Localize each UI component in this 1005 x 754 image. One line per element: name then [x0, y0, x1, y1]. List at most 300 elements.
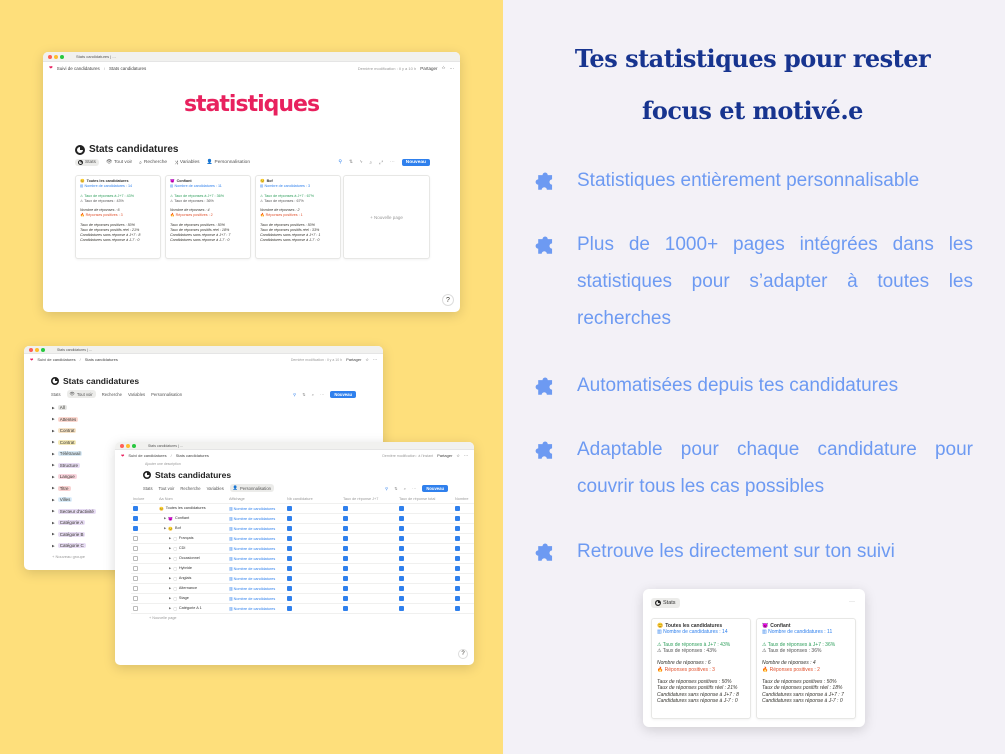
card-title[interactable]: 😊 Toutes les candidatures [80, 179, 129, 183]
triangle-right-icon[interactable]: ▶ [52, 405, 55, 410]
last-modified: Dernière modification : à l'instant [382, 453, 434, 458]
stats-card[interactable] [165, 175, 251, 259]
table-row[interactable]: ▶ ▢ Occasionnel ▥ Nombre de candidatures [131, 554, 474, 564]
db-title: Stats candidatures [51, 376, 139, 386]
triangle-right-icon[interactable]: ▶ [52, 532, 55, 537]
column-checkbox[interactable] [455, 526, 460, 531]
page-icon: ▢ [173, 567, 177, 571]
table-row[interactable]: ▶ 😏 Bof ▥ Nombre de candidatures [131, 524, 474, 534]
nb-reponses: Nombre de réponses : 6 [80, 208, 120, 212]
close-dot[interactable] [120, 444, 124, 448]
tab-personnalisation[interactable]: 👤 Personnalisation [206, 160, 251, 165]
taux-j7: ⚠ Taux de réponses à J+7 : 67% [260, 193, 314, 198]
triangle-right-icon[interactable]: ▶ [169, 536, 172, 540]
triangle-right-icon[interactable]: ▶ [169, 546, 172, 550]
star-icon[interactable]: ☆ [456, 453, 460, 458]
page-topbar: ❤ Suivi de candidatures / Stats candidatures Dernière modification : Il y a 10 h Partager ☆ ··· [30, 357, 377, 362]
taux-j7: ⚠ Taux de réponses à J+7 : 43% [80, 193, 134, 198]
page-icon: ▢ [173, 577, 177, 581]
column-header[interactable]: Inclure [133, 496, 145, 501]
taux-positives: Taux de réponses positives : 50% [260, 222, 316, 227]
search-icon: ⌕ [139, 160, 142, 166]
group-item[interactable]: ▶ Catégorie B [52, 531, 84, 537]
taux-positifs-reel: Taux de réponses positifs réel : 18% [170, 227, 230, 232]
person-icon: 👤 [206, 160, 213, 165]
column-checkbox[interactable] [455, 576, 460, 581]
lightning-icon[interactable]: ϟ [359, 160, 363, 165]
column-checkbox[interactable] [399, 596, 404, 601]
table-row[interactable]: ▶ 😈 Confiant ▥ Nombre de candidatures [131, 514, 474, 524]
tab-recherche[interactable]: Recherche [101, 391, 122, 397]
include-checkbox[interactable] [133, 526, 138, 531]
tab-personnalisation[interactable]: 👤 Personnalisation [230, 484, 274, 492]
column-checkbox[interactable] [455, 596, 460, 601]
column-checkbox[interactable] [455, 556, 460, 561]
taux-reponses: ⚠ Taux de réponses : 43% [80, 198, 124, 203]
column-checkbox[interactable] [455, 586, 460, 591]
puzzle-icon [533, 438, 559, 464]
display-value: ▥ Nombre de candidatures [229, 567, 276, 571]
maximize-dot[interactable] [132, 444, 136, 448]
reponses-positives: 🔥 Réponses positives : 3 [80, 213, 123, 217]
column-checkbox[interactable] [455, 536, 460, 541]
triangle-right-icon[interactable]: ▶ [52, 463, 55, 468]
column-checkbox[interactable] [287, 506, 292, 511]
table-header [131, 494, 474, 504]
display-value: ▥ Nombre de candidatures [229, 517, 276, 521]
column-checkbox[interactable] [287, 566, 292, 571]
table-row[interactable]: ▶ ▢ Stage ▥ Nombre de candidatures [131, 594, 474, 604]
eye-icon: 👁 [105, 160, 113, 165]
stats-window-table [115, 442, 474, 665]
column-checkbox[interactable] [343, 586, 348, 591]
display-value: ▥ Nombre de candidatures [229, 587, 276, 591]
column-checkbox[interactable] [287, 586, 292, 591]
browser-tab[interactable]: Stats candidatures | ... [148, 443, 183, 448]
expand-icon[interactable]: ⤢ [379, 160, 383, 166]
card-title[interactable]: 😈 Confiant [762, 623, 791, 629]
tab-recherche[interactable]: Recherche [180, 485, 201, 491]
maximize-dot[interactable] [41, 348, 45, 352]
breadcrumb-2[interactable]: Stats candidatures [84, 357, 118, 362]
column-checkbox[interactable] [343, 556, 348, 561]
column-checkbox[interactable] [343, 596, 348, 601]
reponses-positives: 🔥 Réponses positives : 1 [260, 213, 303, 217]
triangle-right-icon[interactable]: ▶ [169, 566, 172, 570]
include-checkbox[interactable] [133, 596, 138, 601]
display-value: ▥ Nombre de candidatures [229, 577, 276, 581]
tab-tout-voir[interactable]: 👁 Tout voir [67, 390, 96, 398]
more-icon[interactable]: ··· [449, 65, 454, 71]
triangle-right-icon[interactable]: ▶ [52, 509, 55, 514]
nb-reponses: Nombre de réponses : 4 [170, 208, 210, 212]
breadcrumb-1[interactable]: Suivi de candidatures [56, 65, 100, 71]
view-tabs [75, 159, 430, 166]
nb-candidatures: ▥ Nombre de candidatures : 14 [80, 184, 133, 188]
helper-icon[interactable]: ? [458, 649, 468, 659]
column-checkbox[interactable] [455, 516, 460, 521]
group-list [52, 402, 96, 559]
feature-text: Automatisées depuis tes candidatures [577, 375, 899, 396]
group-item[interactable]: ▶ Catégorie C [52, 543, 84, 549]
tab-stats[interactable]: Stats [651, 598, 680, 608]
taux-j7: ⚠ Taux de réponses à J+7 : 36% [762, 641, 836, 648]
triangle-right-icon[interactable]: ▶ [52, 451, 55, 456]
column-checkbox[interactable] [455, 546, 460, 551]
feature-text: Adaptable pour chaque candidature pour couvrir tous les cas possibles [577, 439, 973, 497]
sans-reponse-j7: Candidatures sans réponse à J+7 : 8 [80, 232, 141, 237]
tab-variables[interactable]: ⤨ Variables [174, 160, 200, 166]
heart-icon: ❤ [49, 65, 53, 70]
star-icon[interactable]: ☆ [365, 357, 369, 362]
table-row[interactable]: ▶ ▢ Catégorie A 1 ▥ Nombre de candidatures [131, 604, 474, 614]
triangle-right-icon[interactable]: ▶ [52, 474, 55, 479]
nb-candidatures: ▥ Nombre de candidatures : 3 [260, 184, 311, 188]
taux-j7: ⚠ Taux de réponses à J+7 : 43% [657, 641, 731, 648]
group-item[interactable]: ▶ Langue [52, 474, 75, 480]
triangle-right-icon[interactable]: ▶ [169, 606, 172, 610]
column-header[interactable]: Taux de réponse total [399, 496, 436, 501]
card-title[interactable]: 😊 Toutes les candidatures [657, 623, 723, 629]
taux-positifs-reel: Taux de réponses positifs réel : 18% [762, 685, 843, 692]
emoji-icon: 😈 [762, 623, 769, 629]
tab-stats[interactable]: Stats [75, 159, 99, 166]
shuffle-icon: ⤨ [174, 160, 178, 166]
nb-candidatures: ▥ Nombre de candidatures : 11 [762, 629, 833, 636]
sans-reponse-jm7: Candidatures sans réponse à J-7 : 0 [657, 697, 738, 704]
taux-positives: Taux de réponses positives : 50% [762, 678, 837, 685]
table-row[interactable]: ▶ ▢ Alternance ▥ Nombre de candidatures [131, 584, 474, 594]
column-checkbox[interactable] [287, 556, 292, 561]
column-checkbox[interactable] [287, 526, 292, 531]
column-checkbox[interactable] [455, 566, 460, 571]
add-description[interactable]: Ajouter une description [145, 462, 181, 466]
star-icon[interactable]: ☆ [441, 65, 446, 70]
browser-chrome [43, 52, 460, 62]
tab-stats[interactable]: Stats [143, 485, 153, 491]
column-checkbox[interactable] [287, 606, 292, 611]
include-checkbox[interactable] [133, 586, 138, 591]
share-button[interactable]: Partager [420, 65, 438, 71]
taux-j7: ⚠ Taux de réponses à J+7 : 36% [170, 193, 224, 198]
column-checkbox[interactable] [343, 506, 348, 511]
display-value: ▥ Nombre de candidatures [229, 597, 276, 601]
group-item[interactable]: ▶ All [52, 405, 65, 411]
include-checkbox[interactable] [133, 566, 138, 571]
feature-5 [533, 533, 973, 570]
taux-reponses: ⚠ Taux de réponses : 67% [260, 198, 304, 203]
page-icon: ▢ [173, 607, 177, 611]
column-checkbox[interactable] [455, 606, 460, 611]
group-item[interactable]: ▶ Structure [52, 462, 78, 468]
triangle-right-icon[interactable]: ▶ [169, 586, 172, 590]
puzzle-icon [533, 374, 559, 400]
include-checkbox[interactable] [133, 506, 138, 511]
banner-title: statistiques [183, 92, 320, 117]
tab-variables[interactable]: Variables [127, 391, 146, 397]
table-row[interactable]: ▶ ▢ Français ▥ Nombre de candidatures [131, 534, 474, 544]
column-header[interactable]: Taux de réponse J+7 [343, 496, 379, 501]
emoji-icon: 😈 [168, 517, 174, 521]
stats-card[interactable] [756, 618, 856, 719]
browser-chrome [115, 442, 474, 450]
stats-icon [51, 377, 59, 385]
maximize-dot[interactable] [60, 55, 64, 59]
new-button[interactable]: Nouveau [422, 485, 448, 492]
display-value: ▥ Nombre de candidatures [229, 607, 276, 611]
include-checkbox[interactable] [133, 556, 138, 561]
triangle-right-icon[interactable]: ▶ [164, 526, 167, 530]
column-checkbox[interactable] [399, 506, 404, 511]
tab-recherche[interactable]: ⌕ Recherche [139, 160, 168, 166]
stats-window-main [43, 52, 460, 312]
group-item[interactable]: ▶ Contrat [52, 439, 75, 445]
taux-positifs-reel: Taux de réponses positifs réel : 21% [657, 685, 738, 692]
sans-reponse-jm7: Candidatures sans réponse à J-7 : 0 [170, 237, 230, 242]
sans-reponse-j7: Candidatures sans réponse à J+7 : 7 [170, 232, 231, 237]
taux-reponses: ⚠ Taux de réponses : 36% [170, 198, 214, 203]
puzzle-icon [533, 233, 559, 259]
display-value: ▥ Nombre de candidatures [229, 547, 276, 551]
heading-line-1: Tes statistiques pour rester [574, 44, 931, 73]
taux-reponses: ⚠ Taux de réponses : 36% [762, 647, 822, 654]
db-title: Stats candidatures [75, 144, 178, 155]
include-checkbox[interactable] [133, 546, 138, 551]
column-checkbox[interactable] [343, 546, 348, 551]
stats-icon [75, 145, 85, 155]
column-header[interactable]: Aa Nom [159, 496, 173, 501]
column-header[interactable]: Affichage [229, 496, 245, 501]
triangle-right-icon[interactable]: ▶ [169, 556, 172, 560]
more-icon[interactable]: ··· [464, 453, 468, 458]
column-checkbox[interactable] [343, 576, 348, 581]
column-checkbox[interactable] [399, 576, 404, 581]
column-checkbox[interactable] [287, 596, 292, 601]
column-checkbox[interactable] [399, 546, 404, 551]
sort-icon[interactable]: ⇅ [302, 391, 306, 397]
display-value: ▥ Nombre de candidatures [229, 527, 276, 531]
sans-reponse-jm7: Candidatures sans réponse à J-7 : 0 [80, 237, 140, 242]
nb-reponses: Nombre de réponses : 2 [260, 208, 300, 212]
more-icon[interactable]: ··· [849, 599, 855, 605]
triangle-right-icon[interactable]: ▶ [52, 440, 55, 445]
triangle-right-icon[interactable]: ▶ [52, 543, 55, 548]
column-checkbox[interactable] [399, 516, 404, 521]
group-item[interactable]: ▶ Attentes [52, 416, 77, 422]
triangle-right-icon[interactable]: ▶ [169, 576, 172, 580]
page-icon: ▢ [173, 537, 177, 541]
eye-icon: 👁 [69, 391, 75, 396]
new-page-card[interactable]: + Nouvelle page [343, 175, 430, 259]
filter-icon[interactable]: ⚲ [293, 391, 297, 397]
emoji-icon: 😏 [168, 527, 174, 531]
sans-reponse-j7: Candidatures sans réponse à J+7 : 1 [260, 232, 321, 237]
page-icon: ▢ [173, 597, 177, 601]
taux-positifs-reel: Taux de réponses positifs réel : 21% [80, 227, 140, 232]
reponses-positives: 🔥 Réponses positives : 2 [170, 213, 213, 217]
triangle-right-icon[interactable]: ▶ [52, 417, 55, 422]
sans-reponse-jm7: Candidatures sans réponse à J-7 : 0 [260, 237, 320, 242]
more-icon[interactable]: ··· [389, 160, 395, 165]
minimize-dot[interactable] [35, 348, 39, 352]
tab-personnalisation[interactable]: Personnalisation [151, 391, 183, 397]
taux-positives: Taux de réponses positives : 50% [170, 222, 226, 227]
column-checkbox[interactable] [343, 606, 348, 611]
browser-tab[interactable]: Stats candidatures | ... [76, 54, 116, 59]
stats-card[interactable] [651, 618, 751, 719]
search-icon[interactable]: ⌕ [369, 160, 373, 166]
tab-stats[interactable]: Stats [51, 391, 61, 397]
taux-positives: Taux de réponses positives : 50% [657, 678, 732, 685]
column-checkbox[interactable] [399, 526, 404, 531]
column-checkbox[interactable] [399, 566, 404, 571]
feature-2 [533, 226, 973, 337]
table-row[interactable]: ▶ ▢ Anglais ▥ Nombre de candidatures [131, 574, 474, 584]
table-row[interactable]: ▶ ▢ Hybride ▥ Nombre de candidatures [131, 564, 474, 574]
stats-icon [655, 600, 661, 606]
heart-icon: ❤ [121, 453, 125, 458]
card-title[interactable]: 😏 Bof [260, 179, 273, 183]
last-modified: Dernière modification : Il y a 10 h [290, 357, 343, 362]
triangle-right-icon[interactable]: ▶ [52, 520, 55, 525]
column-checkbox[interactable] [399, 536, 404, 541]
column-checkbox[interactable] [287, 516, 292, 521]
column-header[interactable]: Nb candidature [287, 496, 313, 501]
emoji-icon: 😊 [159, 507, 164, 511]
include-checkbox[interactable] [133, 606, 138, 611]
column-checkbox[interactable] [343, 516, 348, 521]
sort-icon[interactable]: ⇅ [394, 485, 398, 491]
column-checkbox[interactable] [343, 566, 348, 571]
helper-icon[interactable]: ? [442, 294, 454, 306]
column-checkbox[interactable] [287, 576, 292, 581]
db-title: Stats candidatures [143, 470, 231, 480]
browser-tab[interactable]: Stats candidatures | ... [57, 347, 92, 352]
more-icon[interactable]: ··· [320, 391, 325, 397]
column-checkbox[interactable] [399, 556, 404, 561]
table-row[interactable]: ▶ ▢ CDI ▥ Nombre de candidatures [131, 544, 474, 554]
search-icon[interactable]: ⌕ [311, 391, 315, 397]
new-button[interactable]: Nouveau [402, 159, 430, 166]
close-dot[interactable] [48, 55, 52, 59]
tab-tout-voir[interactable]: Tout voir [158, 485, 175, 491]
tab-tout-voir[interactable]: 👁 Tout voir [105, 160, 133, 165]
sans-reponse-j7: Candidatures sans réponse à J+7 : 7 [762, 691, 844, 698]
reponses-positives: 🔥 Réponses positives : 2 [762, 666, 820, 673]
last-modified: Dernière modification : Il y a 10 h [357, 65, 417, 71]
more-icon[interactable]: ··· [412, 485, 417, 491]
sort-icon[interactable]: ⇅ [348, 160, 353, 165]
column-checkbox[interactable] [343, 536, 348, 541]
page-icon: ▢ [173, 547, 177, 551]
group-item[interactable]: ▶ Titre [52, 485, 69, 491]
column-checkbox[interactable] [399, 586, 404, 591]
filter-icon[interactable]: ⚲ [338, 160, 342, 165]
include-checkbox[interactable] [133, 516, 138, 521]
stats-icon [78, 160, 83, 165]
view-tabs [143, 484, 448, 492]
display-value: ▥ Nombre de candidatures [229, 537, 276, 541]
display-value: ▥ Nombre de candidatures [229, 557, 276, 561]
feature-1 [533, 162, 973, 199]
breadcrumb-2[interactable]: Stats candidatures [175, 453, 209, 458]
include-checkbox[interactable] [133, 576, 138, 581]
tab-variables[interactable]: Variables [206, 485, 224, 491]
reponses-positives: 🔥 Réponses positives : 3 [657, 666, 715, 673]
column-checkbox[interactable] [455, 506, 460, 511]
nb-reponses: Nombre de réponses : 4 [762, 660, 816, 667]
view-tabs [51, 390, 356, 398]
column-header[interactable]: Nombre [455, 496, 469, 501]
more-icon[interactable]: ··· [373, 357, 377, 362]
triangle-right-icon[interactable]: ▶ [52, 486, 55, 491]
triangle-right-icon[interactable]: ▶ [52, 428, 55, 433]
group-item[interactable]: ▶ Contrat [52, 428, 75, 434]
taux-positifs-reel: Taux de réponses positifs réel : 33% [260, 227, 320, 232]
feature-3 [533, 367, 973, 404]
close-dot[interactable] [29, 348, 33, 352]
triangle-right-icon[interactable]: ▶ [164, 516, 167, 520]
sans-reponse-j7: Candidatures sans réponse à J+7 : 8 [657, 691, 739, 698]
feature-text: Plus de 1000+ pages intégrées dans les statistiques pour s’adapter à toutes les recherches [577, 234, 973, 329]
group-item[interactable]: ▶ Villes [52, 497, 71, 503]
feature-text: Statistiques entièrement personnalisable [577, 170, 920, 191]
column-checkbox[interactable] [399, 606, 404, 611]
person-icon: 👤 [232, 485, 239, 490]
emoji-icon: 😊 [657, 623, 664, 629]
nb-reponses: Nombre de réponses : 6 [657, 660, 711, 667]
data-table [131, 494, 474, 620]
minimize-dot[interactable] [54, 55, 58, 59]
page-topbar: ❤ Suivi de candidatures / Stats candidatures Dernière modification : Il y a 10 h Partager ☆ ··· [49, 65, 454, 71]
search-icon[interactable]: ⌕ [403, 485, 407, 491]
breadcrumb-1[interactable]: Suivi de candidatures [128, 453, 167, 458]
group-item[interactable]: ▶ Télétravail [52, 451, 81, 457]
table-row[interactable]: 😊 Toutes les candidatures ▥ Nombre de candidatures [131, 504, 474, 514]
new-page-button[interactable]: + Nouvelle page [149, 616, 177, 620]
emoji-icon: 😊 [80, 179, 85, 183]
stats-card[interactable] [75, 175, 161, 259]
page-icon: ▢ [173, 587, 177, 591]
include-checkbox[interactable] [133, 536, 138, 541]
group-item[interactable]: ▶ Secteur d'activité [52, 508, 94, 514]
card-title[interactable]: 😈 Confiant [170, 179, 192, 183]
triangle-right-icon[interactable]: ▶ [52, 497, 55, 502]
stats-card[interactable] [255, 175, 341, 259]
breadcrumb-1[interactable]: Suivi de candidatures [37, 357, 76, 362]
share-button[interactable]: Partager [437, 453, 453, 458]
puzzle-icon [533, 169, 559, 195]
nb-candidatures: ▥ Nombre de candidatures : 11 [170, 184, 222, 188]
group-item[interactable]: ▶ Catégorie A [52, 520, 84, 526]
stats-cards-preview [643, 589, 865, 727]
new-group-button[interactable]: + Nouveau groupe [52, 553, 86, 559]
triangle-right-icon[interactable]: ▶ [169, 596, 172, 600]
share-button[interactable]: Partager [346, 357, 362, 362]
breadcrumb-2[interactable]: Stats candidatures [108, 65, 147, 71]
heart-icon: ❤ [30, 357, 34, 362]
column-checkbox[interactable] [287, 536, 292, 541]
new-button[interactable]: Nouveau [330, 391, 356, 398]
sans-reponse-jm7: Candidatures sans réponse à J-7 : 0 [762, 697, 843, 704]
column-checkbox[interactable] [287, 546, 292, 551]
taux-reponses: ⚠ Taux de réponses : 43% [657, 647, 717, 654]
taux-positives: Taux de réponses positives : 50% [80, 222, 136, 227]
column-checkbox[interactable] [343, 526, 348, 531]
minimize-dot[interactable] [126, 444, 130, 448]
nb-candidatures: ▥ Nombre de candidatures : 14 [657, 629, 728, 636]
filter-icon[interactable]: ⚲ [385, 485, 389, 491]
